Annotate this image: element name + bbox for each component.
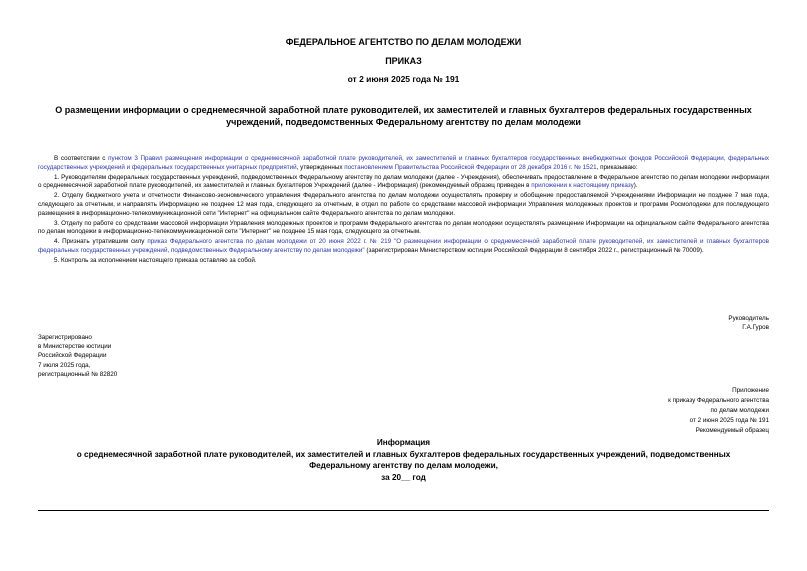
p4-text-post: (зарегистрирован Министерством юстиции Российской Федерации 8 сентября 2022 г., регистрационный № 70009).: [364, 246, 704, 254]
rules-link[interactable]: пунктом 3 Правил размещения информации о среднемесячной заработной плате руководителей, их заместителей и главных бухгалтеров государственных внебюджетных фондов Российской Федерации, федеральных государственных учреждений и федеральных государственных унитарных предприятий: [38, 155, 770, 171]
information-year: за 20__ год: [381, 472, 426, 482]
registration-line: в Министерстве юстиции: [38, 343, 112, 351]
p1-text-pre: 1. Руководителям федеральных государственных учреждений, подведомственных Федеральному агентству по делам молодежи (далее - Учреждения), обеспечивать предоставление в Федеральное агентство по делам молодежи информации о среднемесячной заработной плате руководителей, их заместителей и главных бухгалтеров Учреждений (далее - Информация) (рекомендуемый образец приведен в: [38, 173, 769, 190]
intro-text-mid: , утвержденных: [296, 163, 345, 171]
p1-text-post: ).: [633, 182, 638, 190]
registration-line: Зарегистрировано: [38, 334, 92, 341]
intro-text-post: , приказываю:: [596, 163, 638, 171]
paragraph-2: 2. Отделу бюджетного учета и отчетности Финансово-экономического управления Федерального агентства по делам молодежи осуществлять проверку и обобщение предоставляемой Учреждениями Информации не позднее 7 мая года, следующего за отчетным, и направлять Информацию не позднее 12 мая года, следующего за отчетным, в отдел по работе со средствами массовой информации Управления молодежных проектов и программ Росмолодежи для последующего размещения в информационно-телекоммуникационной сети "Интернет" на официальном сайте Федерального агентства по делам молодежи.: [38, 192, 769, 217]
signature-name: Г.А.Гуров: [742, 324, 769, 331]
p4-text-pre: 4. Признать утратившим силу: [54, 238, 148, 246]
information-heading-block: [40, 437, 767, 483]
appendix-link[interactable]: приложении к настоящему приказу: [531, 182, 634, 190]
appendix-line: Рекомендуемый образец: [695, 427, 769, 434]
intro-paragraph: [38, 155, 769, 173]
appendix-line: по делам молодежи: [710, 407, 769, 414]
appendix-line: к приказу Федерального агентства: [668, 397, 769, 404]
document-type: ПРИКАЗ: [385, 56, 422, 66]
appendix-block: [668, 386, 769, 436]
appendix-line: Приложение: [732, 387, 769, 394]
paragraph-4: [38, 238, 769, 256]
intro-text-pre: В соответствии с: [54, 155, 109, 162]
registration-block: [38, 333, 117, 379]
information-line: о среднемесячной заработной плате руководителей, их заместителей и главных бухгалтеров федеральных государственных учреждений, подведомственных: [76, 449, 731, 459]
horizontal-divider: [38, 510, 769, 511]
repealed-order-link[interactable]: приказ Федерального агентства по делам молодежи от 20 июня 2022 г. № 219 "О размещении информации о среднемесячной заработной плате руководителей, их заместителей и главных бухгалтеров федеральных государственных учреждений, подведомственных Федеральному агентству по делам молодежи": [38, 238, 769, 254]
paragraph-5: 5. Контроль за исполнением настоящего приказа оставляю за собой.: [54, 256, 257, 264]
paragraph-3: 3. Отделу по работе со средствами массовой информации Управления молодежных проектов и программ Федерального агентства по делам молодежи осуществлять размещение Информации на официальном сайте Федерального агентства по делам молодежи в информационно-телекоммуникационной сети "Интернет" не позднее 15 мая года, следующего за отчетным.: [38, 219, 769, 236]
information-heading: Информация: [376, 438, 431, 447]
document-title: О размещении информации о среднемесячной заработной плате руководителей, их заместителей и главных бухгалтеров федеральных государственных учреждений, подведомственных Федеральному агентству по делам молодежи: [55, 105, 752, 127]
registration-line: регистрационный № 82820: [38, 370, 118, 378]
appendix-line: от 2 июня 2025 года № 191: [689, 417, 769, 424]
agency-name: ФЕДЕРАЛЬНОЕ АГЕНТСТВО ПО ДЕЛАМ МОЛОДЕЖИ: [285, 37, 522, 47]
paragraph-1: [38, 174, 769, 192]
document-body: [38, 155, 769, 267]
signature-role: Руководитель: [728, 315, 769, 322]
signature-block: [728, 314, 769, 332]
document-date-number: от 2 июня 2025 года № 191: [347, 74, 460, 84]
registration-line: Российской Федерации: [38, 352, 107, 360]
information-line: Федеральному агентству по делам молодежи,: [309, 461, 498, 470]
registration-line: 7 июля 2025 года,: [38, 361, 91, 369]
government-resolution-link[interactable]: постановлением Правительства Российской Федерации от 28 декабря 2016 г. № 1521: [344, 163, 597, 171]
